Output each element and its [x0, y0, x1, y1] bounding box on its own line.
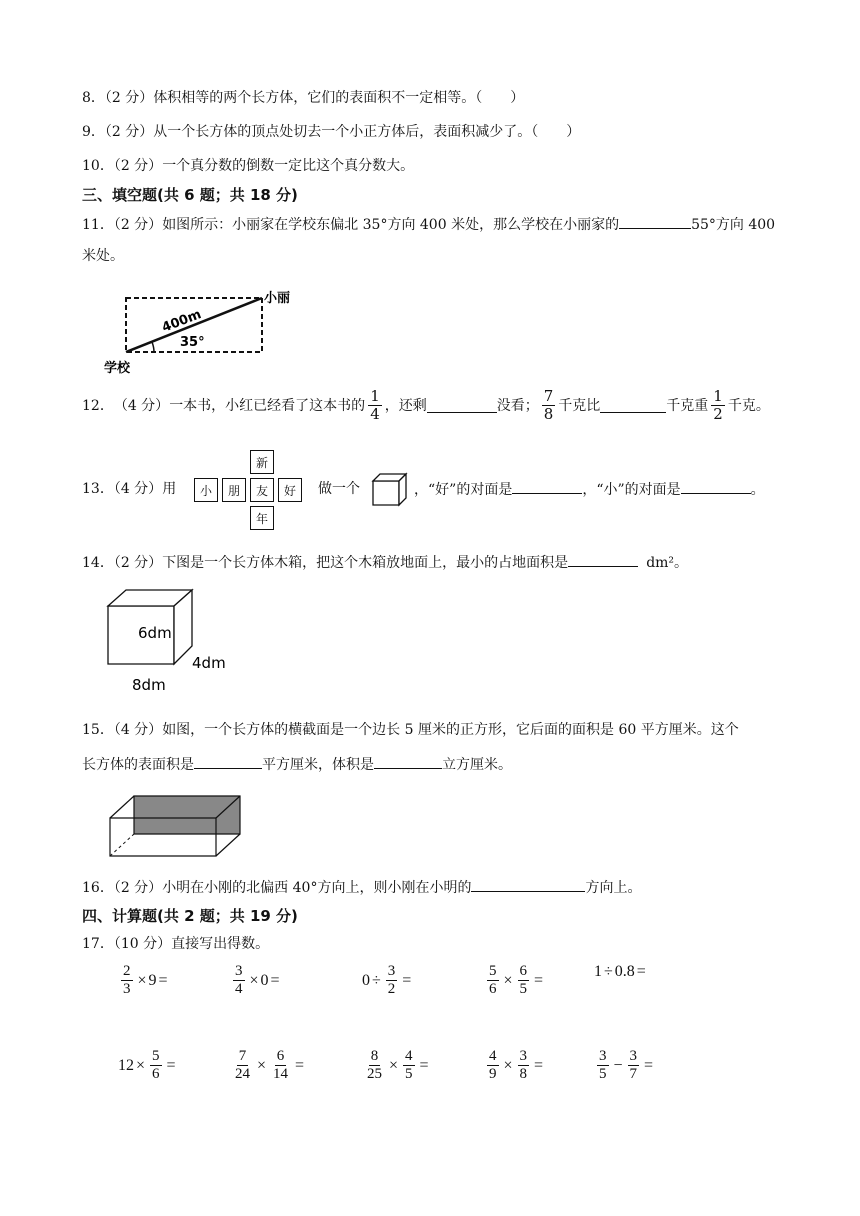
- question-score: （4 分）: [113, 397, 170, 414]
- operator: ×: [137, 971, 147, 989]
- equals-sign: =: [402, 971, 412, 989]
- operator: −: [613, 1056, 623, 1074]
- fraction: $\frac{3}{7}$: [629, 1048, 638, 1082]
- question-number: 10．: [82, 158, 114, 174]
- operand: 12: [118, 1056, 134, 1074]
- equals-sign: =: [166, 1056, 176, 1074]
- fraction: $\frac{6}{14}$: [273, 1048, 289, 1082]
- operator: ×: [257, 1056, 267, 1074]
- question-text: 如图所示：小丽家在学校东偏北 35°方向 400 米处，那么学校在小丽家的: [162, 217, 620, 233]
- question-text: 55°方向 400: [691, 217, 776, 233]
- prism-figure: [106, 792, 246, 860]
- question-score: （2 分）: [113, 880, 163, 896]
- operator: ×: [389, 1056, 399, 1074]
- question-number: 9．: [82, 124, 105, 140]
- operand: 1: [594, 963, 602, 980]
- fraction: $\frac{8}{25}$: [367, 1048, 382, 1082]
- answer-blank[interactable]: [568, 552, 638, 567]
- question-score: （2 分）: [104, 124, 154, 140]
- angle-label: 35°: [180, 335, 205, 350]
- question-text: 一个真分数的倒数一定比这个真分数大。: [162, 158, 415, 174]
- question-number: 14．: [82, 555, 114, 571]
- equals-sign: =: [419, 1056, 429, 1074]
- fraction: $\frac{3}{4}$: [235, 963, 243, 997]
- question-text: 体积相等的两个长方体，它们的表面积不一定相等。（ ）: [153, 90, 525, 106]
- question-number: 16．: [82, 880, 114, 896]
- question-score: （2 分）: [113, 217, 163, 233]
- label-school: 学校: [104, 361, 131, 376]
- question-8: [82, 88, 524, 108]
- calc-expression: [118, 1048, 178, 1083]
- height-label: 6dm: [138, 624, 172, 642]
- calc-expression: [362, 963, 413, 998]
- net-cell: 朋: [222, 478, 246, 502]
- calc-expression: [362, 1048, 431, 1083]
- calc-expression: [594, 1048, 655, 1083]
- question-score: （4 分）: [113, 722, 163, 738]
- section-title: 四、计算题(共 2 题；共 19 分): [82, 907, 298, 925]
- calc-expression: [118, 963, 170, 998]
- net-cell-bottom: 年: [250, 506, 274, 530]
- question-number: 8．: [82, 90, 105, 106]
- net-cell-top: 新: [250, 450, 274, 474]
- equals-sign: =: [158, 971, 168, 989]
- question-13: 13．（4 分）用: [82, 481, 177, 497]
- fraction: $\frac{6}{5}$: [519, 963, 528, 997]
- question-score: （4 分）: [113, 481, 163, 497]
- fraction: $\frac{7}{8}$: [543, 387, 554, 423]
- answer-blank[interactable]: [681, 479, 751, 494]
- fraction: $\frac{4}{5}$: [405, 1048, 413, 1082]
- fraction: $\frac{3}{5}$: [599, 1048, 607, 1082]
- calc-expression: [230, 963, 282, 998]
- fraction: $\frac{1}{2}$: [713, 387, 723, 423]
- label-xiaoli: 小丽: [264, 291, 291, 306]
- equals-sign: =: [295, 1056, 305, 1074]
- answer-blank[interactable]: [512, 479, 582, 494]
- fraction: $\frac{3}{2}$: [387, 963, 396, 997]
- net-cell: 友: [250, 478, 274, 502]
- question-13-text: 做一个: [318, 481, 360, 497]
- distance-label: 400m: [160, 307, 204, 336]
- fraction: $\frac{5}{6}$: [489, 963, 497, 997]
- net-cell: 小: [194, 478, 218, 502]
- question-text: 一本书，小红已经看了这本书的: [169, 397, 366, 414]
- answer-blank[interactable]: [471, 877, 585, 892]
- question-16: 16．（2 分）小明在小刚的北偏西 40°方向上，则小刚在小明的 方向上。: [82, 877, 641, 898]
- question-number: 17．: [82, 936, 114, 952]
- question-number: 12．: [82, 397, 114, 414]
- cube-net: [193, 450, 303, 530]
- calc-expression: [484, 963, 545, 998]
- fraction: $\frac{5}{6}$: [152, 1048, 160, 1082]
- fraction: $\frac{3}{8}$: [519, 1048, 528, 1082]
- equals-sign: =: [636, 963, 646, 980]
- calc-expression: [484, 1048, 545, 1083]
- question-9: [82, 122, 580, 142]
- answer-blank[interactable]: [374, 754, 442, 769]
- question-number: 15．: [82, 722, 114, 738]
- operand: 0.8: [614, 963, 635, 980]
- question-score: （2 分）: [113, 158, 163, 174]
- question-14: 14．（2 分）下图是一个长方体木箱，把这个木箱放地面上，最小的占地面积是 dm²。: [82, 552, 688, 573]
- question-score: （10 分）: [113, 936, 172, 952]
- answer-blank[interactable]: [194, 754, 262, 769]
- equals-sign: =: [534, 971, 544, 989]
- cube-icon: [370, 472, 410, 508]
- operator: ÷: [604, 963, 613, 980]
- question-number: 13．: [82, 481, 114, 497]
- operator: ×: [136, 1056, 146, 1074]
- operator: ×: [249, 971, 259, 989]
- question-10: [82, 156, 414, 176]
- operand: 0: [362, 971, 370, 989]
- operator: ×: [503, 971, 513, 989]
- equals-sign: =: [270, 971, 280, 989]
- answer-blank[interactable]: [619, 214, 691, 229]
- question-15: 15．（4 分）如图，一个长方体的横截面是一个边长 5 厘米的正方形，它后面的面积是 60 平方厘米。这个: [82, 722, 739, 738]
- question-13-answers: ，“好”的对面是 ，“小”的对面是 。: [414, 479, 765, 500]
- net-cell: 好: [278, 478, 302, 502]
- question-11-cont: 米处。: [82, 248, 124, 264]
- section-title: 三、填空题(共 6 题；共 18 分): [82, 186, 298, 204]
- question-number: 11．: [82, 217, 114, 233]
- equals-sign: =: [534, 1056, 544, 1074]
- question-12: 12． （4 分） 一本书，小红已经看了这本书的 $\frac{1}{4}$ ，还剩 没看； $\frac{7}{8}$ 千克比 千克重 $\frac{1}{2}$ 千克。: [82, 387, 770, 423]
- fraction: $\frac{1}{4}$: [370, 387, 380, 423]
- operator: ÷: [372, 971, 381, 989]
- question-17: 17．（10 分）直接写出得数。: [82, 936, 270, 952]
- equals-sign: =: [644, 1056, 654, 1074]
- fraction: $\frac{4}{9}$: [489, 1048, 497, 1082]
- calc-expression: [230, 1048, 306, 1083]
- question-11: [82, 214, 775, 235]
- question-score: （2 分）: [104, 90, 154, 106]
- question-15-cont: 长方体的表面积是 平方厘米，体积是 立方厘米。: [82, 754, 512, 775]
- angle-arc: [152, 342, 154, 352]
- operand: 9: [148, 971, 157, 989]
- calc-expression: [594, 963, 648, 981]
- width-label: 8dm: [132, 676, 166, 694]
- question-score: （2 分）: [113, 555, 163, 571]
- question-text: 从一个长方体的顶点处切去一个小正方体后，表面积减少了。（ ）: [153, 124, 581, 140]
- direction-figure: [100, 284, 320, 380]
- fraction: $\frac{7}{24}$: [235, 1048, 250, 1082]
- operator: ×: [503, 1056, 513, 1074]
- fraction: $\frac{2}{3}$: [123, 963, 131, 997]
- depth-label: 4dm: [192, 654, 226, 672]
- answer-blank[interactable]: [600, 398, 666, 413]
- operand: 0: [260, 971, 269, 989]
- box-figure: [104, 588, 254, 698]
- answer-blank[interactable]: [427, 398, 497, 413]
